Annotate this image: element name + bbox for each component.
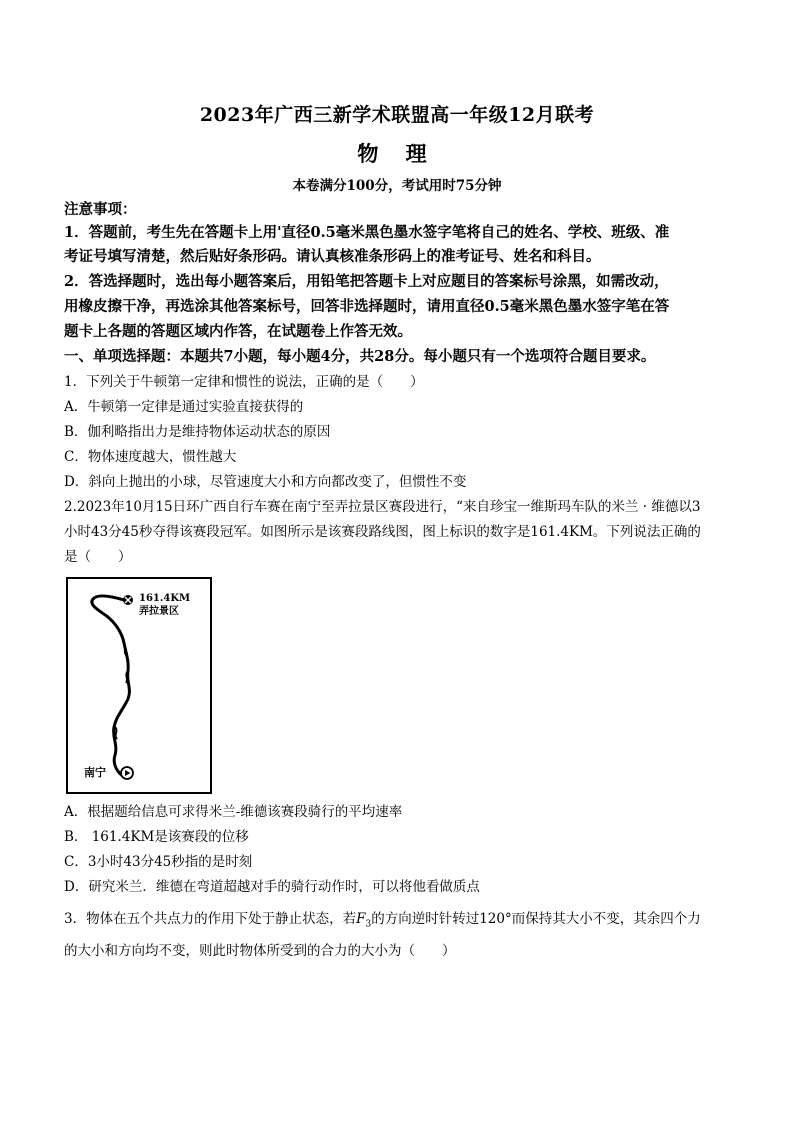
q3-force-symbol: F xyxy=(356,911,366,927)
notes-heading: 注意事项： xyxy=(64,201,137,218)
q3-stem-line-1 xyxy=(64,910,744,934)
q1-option-a: A．牛顿第一定律是通过实验直接获得的 xyxy=(64,399,304,415)
q1-option-b: B．伽利略指出力是维持物体运动状态的原因 xyxy=(64,424,331,440)
q2-option-a: A．根据题给信息可求得米兰-维德该赛段骑行的平均速率 xyxy=(64,804,403,820)
notes-line-3: 2．答选择题时，选出每小题答案后，用铅笔把答题卡上对应题目的答案标号涂黑，如需改动， xyxy=(64,273,669,290)
q1-option-d: D．斜向上抛出的小球，尽管速度大小和方向都改变了，但惯性不变 xyxy=(64,474,467,490)
notes-line-5: 题卡上各题的答题区域内作答，在试题卷上作答无效。 xyxy=(64,323,412,340)
q1-option-c: C．物体速度越大，惯性越大 xyxy=(64,449,237,465)
map-end-label: 弄拉景区 xyxy=(139,606,179,617)
q3-text-a: 3．物体在五个共点力的作用下处于静止状态，若 xyxy=(64,911,357,927)
notes-line-1: 1．答题前，考生先在答题卡上用'直径0.5毫米黑色墨水签字笔将自己的姓名、学校、班级、准 xyxy=(64,224,670,241)
exam-title: 2023年广西三新学术联盟高一年级12月联考 xyxy=(199,104,595,126)
q2-stem-line-3: 是（ ） xyxy=(64,549,132,565)
exam-meta: 本卷满分100分，考试用时75分钟 xyxy=(292,178,502,194)
q3-stem-line-2: 的大小和方向均不变，则此时物体所受到的合力的大小为（ ） xyxy=(64,943,456,959)
q3-force-subscript: 3 xyxy=(365,919,372,930)
q2-stem-line-2: 小时43分45秒夺得该赛段冠军。如图所示是该赛段路线图，图上标识的数字是161.4KM。下列说法正确的 xyxy=(64,524,701,540)
q1-stem: 1．下列关于牛顿第一定律和惯性的说法，正确的是（ ） xyxy=(64,374,424,390)
map-start-label: 南宁 xyxy=(84,766,106,779)
route-map-figure xyxy=(66,577,212,794)
subject-title: 物 理 xyxy=(357,141,437,166)
q3-text-b: 的方向逆时针转过120°而保持其大小不变，其余四个力 xyxy=(371,911,701,927)
map-distance-label: 161.4KM xyxy=(139,593,191,604)
notes-line-2: 考证号填写清楚，然后贴好条形码。请认真核准条形码上的准考证号、姓名和科目。 xyxy=(64,248,601,265)
q2-stem-line-1: 2.2023年10月15日环广西自行车赛在南宁至弄拉景区赛段进行，“来自珍宝一维斯玛车队的米兰 · 维德以3 xyxy=(64,499,701,515)
q2-option-b: B． 161.4KM是该赛段的位移 xyxy=(64,829,249,845)
q2-option-d: D．研究米兰．维德在弯道超越对手的骑行动作时，可以将他看做质点 xyxy=(64,879,480,895)
section-heading: 一、单项选择题：本题共7小题，每小题4分，共28分。每小题只有一个选项符合题目要求。 xyxy=(64,348,656,365)
notes-line-4: 用橡皮擦干净，再选涂其他答案标号，回答非选择题时，请用直径0.5毫米黑色墨水签字笔在答 xyxy=(64,298,670,315)
q2-option-c: C．3小时43分45秒指的是时刻 xyxy=(64,854,253,870)
